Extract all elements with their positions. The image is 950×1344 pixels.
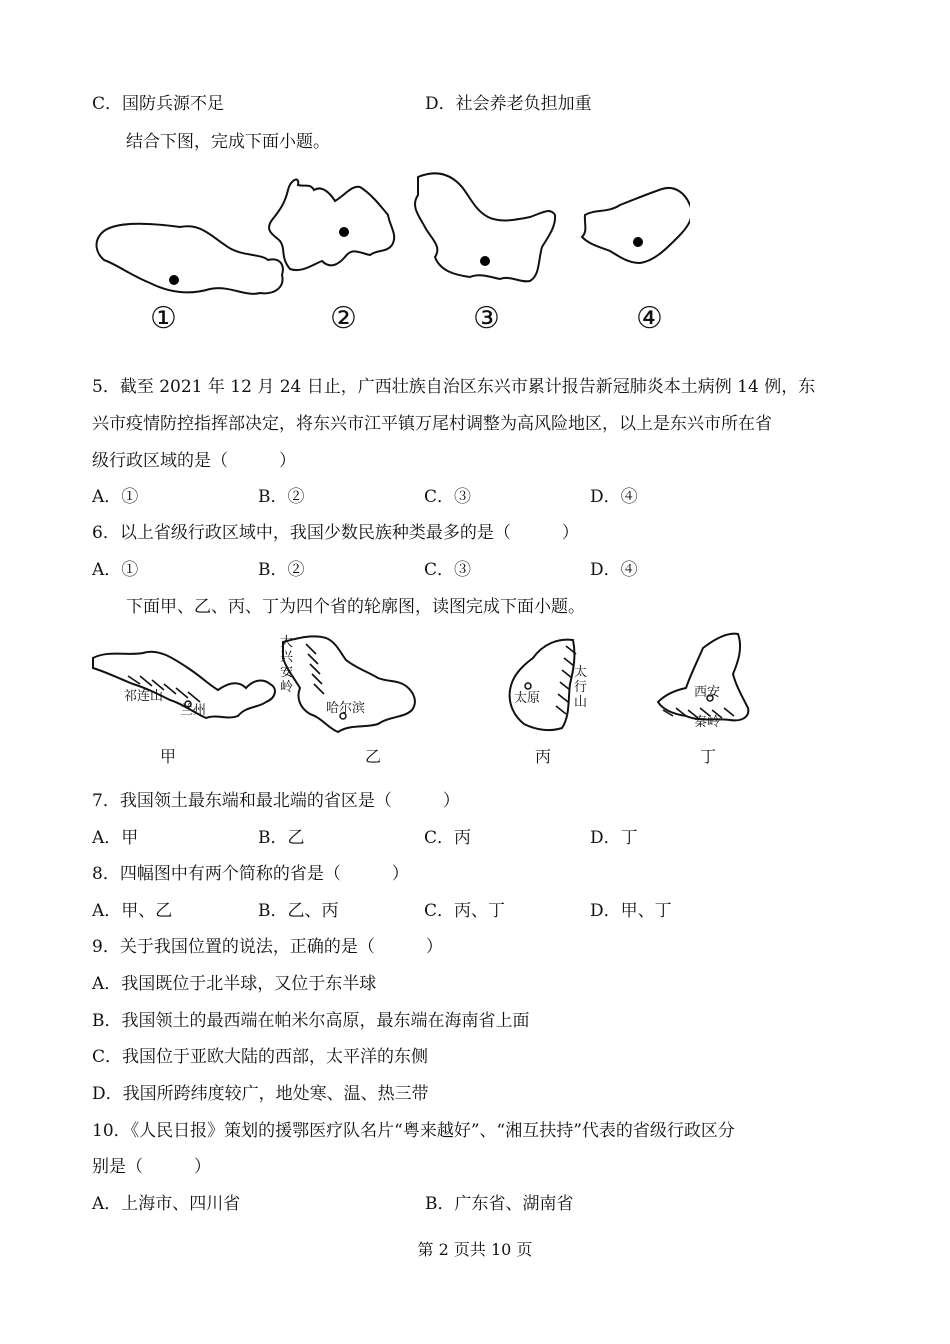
- caption-yi: 乙: [365, 747, 382, 766]
- mountain-ridge-yi: [306, 644, 324, 694]
- option-c-prev: C．国防兵源不足: [92, 94, 225, 114]
- label-qinling: 秦岭: [694, 715, 721, 730]
- question-9: 9．关于我国位置的说法，正确的是（ ）: [92, 937, 443, 957]
- q10-option-a[interactable]: A．上海市、四川省: [92, 1194, 241, 1214]
- outline-yi: [283, 636, 415, 732]
- q10-option-b[interactable]: B．广东省、湖南省: [425, 1194, 574, 1214]
- q7-option-b[interactable]: B．乙: [258, 828, 305, 848]
- label-qilianshan: 祁连山: [124, 689, 164, 704]
- option-d-prev: D．社会养老负担加重: [425, 94, 592, 114]
- caption-jia: 甲: [160, 747, 177, 766]
- label-daxinganling-2: 兴: [280, 650, 294, 665]
- outline-1: [97, 224, 283, 294]
- q5-option-c[interactable]: C．③: [424, 487, 472, 507]
- mountain-ridge-bing: [556, 646, 576, 714]
- province-outline-figure-2: [88, 628, 768, 743]
- q8-option-c[interactable]: C．丙、丁: [424, 901, 506, 921]
- province-outline-figure: [90, 165, 690, 340]
- label-daxinganling-3: 安: [280, 665, 294, 680]
- caption-ding: 丁: [700, 747, 717, 766]
- q6-option-b[interactable]: B．②: [258, 560, 305, 580]
- label-xian: 西安: [694, 685, 721, 700]
- figure1-label-4: ④: [636, 301, 663, 336]
- q6-option-d[interactable]: D．④: [590, 560, 638, 580]
- q5-option-b[interactable]: B．②: [258, 487, 305, 507]
- question-5-line2: 兴市疫情防控指挥部决定，将东兴市江平镇万尾村调整为高风险地区，以上是东兴市所在省: [92, 414, 772, 434]
- capital-dot-2: [339, 227, 349, 237]
- figure1-label-1: ①: [150, 301, 177, 336]
- label-taihangshan-2: 行: [574, 680, 588, 695]
- outline-2: [269, 180, 394, 271]
- q8-option-a[interactable]: A．甲、乙: [92, 901, 173, 921]
- q6-option-c[interactable]: C．③: [424, 560, 472, 580]
- label-taihangshan-1: 太: [574, 665, 588, 680]
- q5-option-d[interactable]: D．④: [590, 487, 638, 507]
- capital-dot-1: [169, 275, 179, 285]
- outline-4: [582, 188, 690, 263]
- page-footer: 第 2 页共 10 页: [417, 1240, 533, 1259]
- label-daxinganling-1: 大: [280, 635, 294, 650]
- capital-dot-4: [633, 237, 643, 247]
- q9-option-d[interactable]: D．我国所跨纬度较广，地处寒、温、热三带: [92, 1084, 429, 1104]
- q8-option-b[interactable]: B．乙、丙: [258, 901, 339, 921]
- question-5-line1: 5．截至 2021 年 12 月 24 日止，广西壮族自治区东兴市累计报告新冠肺炎本土病例 14 例，东: [92, 377, 816, 397]
- q5-option-a[interactable]: A．①: [92, 487, 139, 507]
- label-taiyuan: 太原: [514, 691, 541, 706]
- label-lanzhou: 兰州: [180, 703, 207, 718]
- question-10-line1: 10．《人民日报》策划的援鄂医疗队名片“粤来越好”、“湘互扶持”代表的省级行政区分: [92, 1121, 735, 1141]
- q9-option-a[interactable]: A．我国既位于北半球，又位于东半球: [92, 974, 377, 994]
- question-5-line3: 级行政区域的是（ ）: [92, 451, 296, 471]
- label-harbin: 哈尔滨: [326, 701, 366, 716]
- question-10-line2: 别是（ ）: [92, 1157, 211, 1177]
- question-7: 7．我国领土最东端和最北端的省区是（ ）: [92, 791, 460, 811]
- outline-ding: [658, 634, 748, 721]
- q8-option-d[interactable]: D．甲、丁: [590, 901, 672, 921]
- capital-dot-3: [480, 256, 490, 266]
- q7-option-a[interactable]: A．甲: [92, 828, 139, 848]
- q7-option-d[interactable]: D．丁: [590, 828, 638, 848]
- caption-bing: 丙: [535, 747, 552, 766]
- q7-option-c[interactable]: C．丙: [424, 828, 472, 848]
- figure1-label-2: ②: [330, 301, 357, 336]
- q9-option-b[interactable]: B．我国领土的最西端在帕米尔高原，最东端在海南省上面: [92, 1011, 530, 1031]
- label-taihangshan-3: 山: [574, 695, 588, 710]
- question-8: 8．四幅图中有两个简称的省是（ ）: [92, 864, 409, 884]
- question-6: 6．以上省级行政区域中，我国少数民族种类最多的是（ ）: [92, 523, 579, 543]
- intro-figure1: 结合下图，完成下面小题。: [126, 132, 330, 152]
- intro-figure2: 下面甲、乙、丙、丁为四个省的轮廓图，读图完成下面小题。: [126, 597, 585, 617]
- q6-option-a[interactable]: A．①: [92, 560, 139, 580]
- q9-option-c[interactable]: C．我国位于亚欧大陆的西部，太平洋的东侧: [92, 1047, 429, 1067]
- label-daxinganling-4: 岭: [280, 680, 294, 695]
- city-dot-taiyuan: [525, 683, 531, 689]
- figure1-label-3: ③: [473, 301, 500, 336]
